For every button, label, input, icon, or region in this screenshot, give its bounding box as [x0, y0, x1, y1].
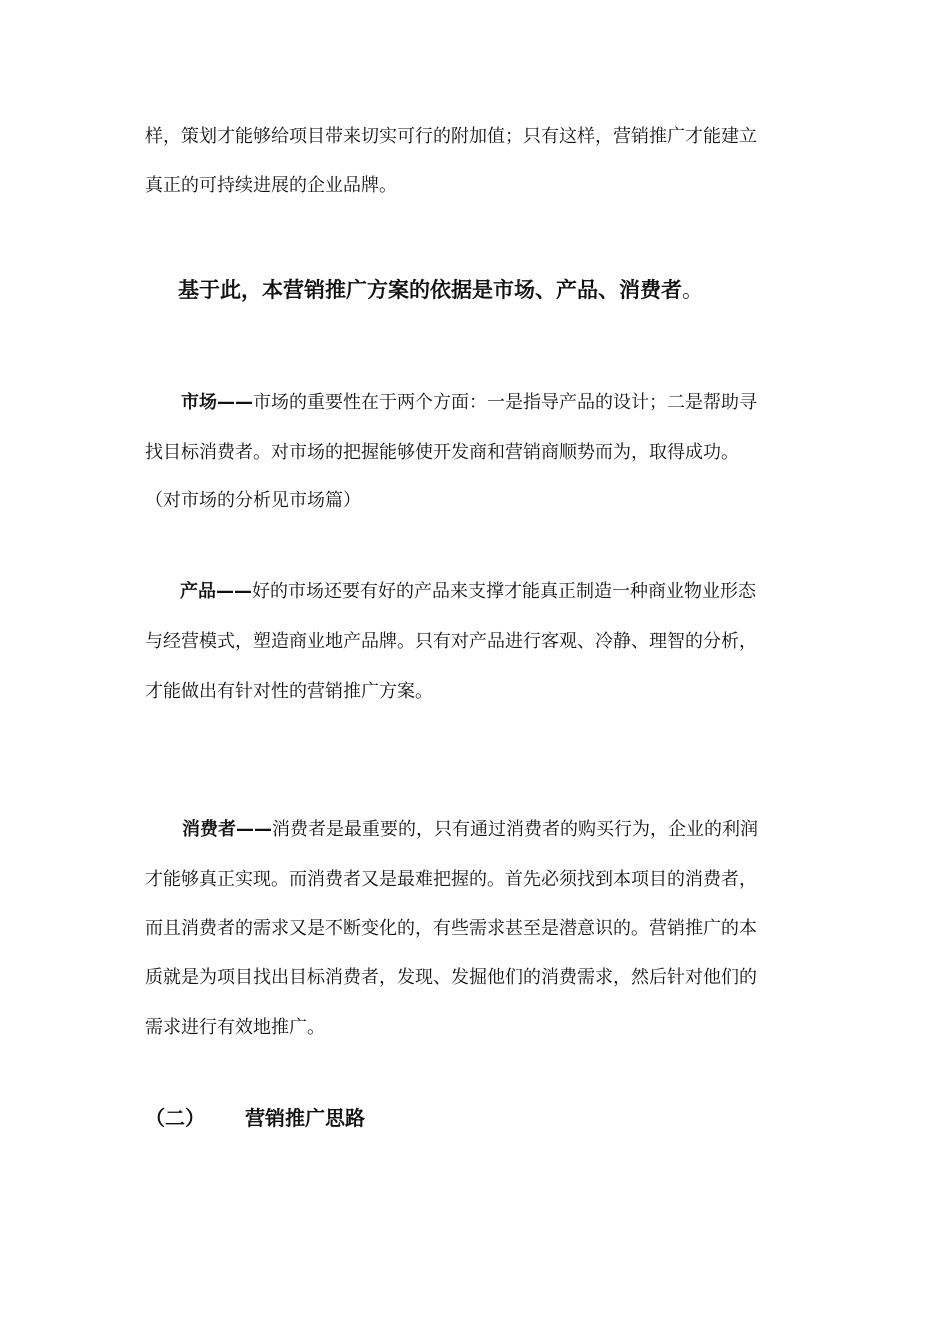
consumer-line-4: 质就是为项目找出目标消费者，发现、发掘他们的消费需求，然后针对他们的 [145, 967, 757, 988]
section-number: （二） [145, 1106, 205, 1130]
market-text-1: 市场的重要性在于两个方面：一是指导产品的设计；二是帮助寻 [253, 392, 757, 413]
market-term: 市场—— [181, 392, 253, 413]
basis-heading-suffix: 。 [682, 278, 703, 302]
basis-heading [178, 276, 703, 304]
product-line-3: 才能做出有针对性的营销推广方案。 [145, 681, 433, 702]
product-line-1 [180, 580, 756, 604]
market-line-2: 找目标消费者。对市场的把握能够使开发商和营销商顺势而为，取得成功。 [145, 442, 739, 463]
basis-heading-keywords: 市场、产品、消费者 [493, 278, 682, 302]
consumer-line-5: 需求进行有效地推广。 [145, 1017, 325, 1038]
market-line-1 [181, 391, 757, 415]
intro-line-1: 样，策划才能够给项目带来切实可行的附加值；只有这样，营销推广才能建立 [145, 126, 757, 147]
consumer-term: 消费者—— [182, 819, 272, 840]
consumer-line-1 [182, 818, 758, 842]
product-term: 产品—— [180, 581, 252, 602]
basis-heading-prefix: 基于此，本营销推广方案的依据是 [178, 278, 493, 302]
section-title: 营销推广思路 [245, 1106, 365, 1130]
product-line-2: 与经营模式，塑造商业地产品牌。只有对产品进行客观、冷静、理智的分析， [145, 631, 757, 652]
intro-line-2: 真正的可持续进展的企业品牌。 [145, 175, 397, 196]
product-text-1: 好的市场还要有好的产品来支撑才能真正制造一种商业物业形态 [252, 581, 756, 602]
consumer-line-2: 才能够真正实现。而消费者又是最难把握的。首先必须找到本项目的消费者， [145, 869, 757, 890]
consumer-line-3: 而且消费者的需求又是不断变化的，有些需求甚至是潜意识的。营销推广的本 [145, 918, 757, 939]
section-heading [145, 1104, 365, 1132]
market-line-3: （对市场的分析见市场篇） [145, 490, 361, 511]
consumer-text-1: 消费者是最重要的，只有通过消费者的购买行为，企业的利润 [272, 819, 758, 840]
